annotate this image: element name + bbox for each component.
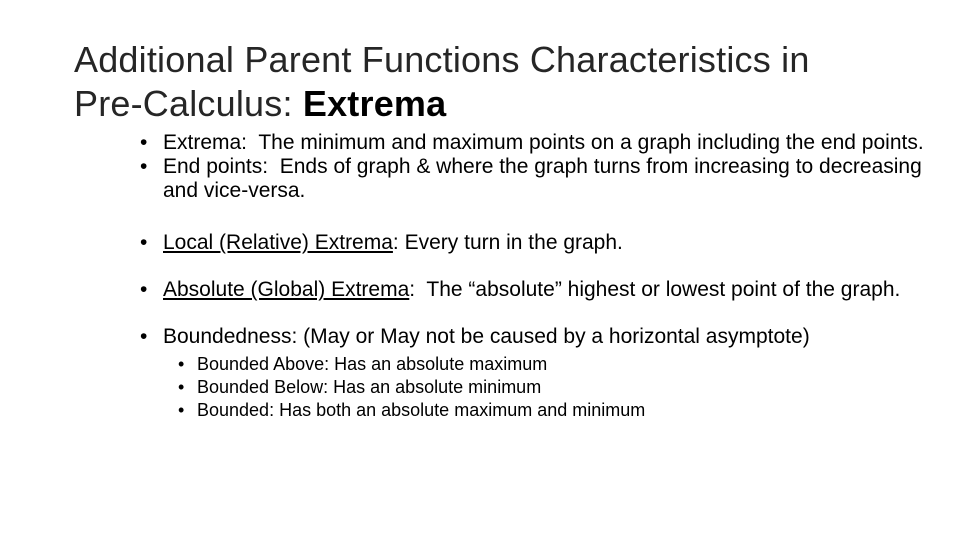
bullet-dot: • [140,325,148,348]
bullet-end-points [140,155,940,203]
sub-bullet-bounded [178,399,940,422]
slide-body [140,131,940,422]
sub-bullet-dot: • [178,377,185,397]
boundedness-text: Boundedness: (May or May not be caused by a horizontal asymptote) [163,325,810,348]
title-line-2-prefix: Pre-Calculus: [74,83,303,124]
title-line-1: Additional Parent Functions Characteristics in [74,39,810,80]
title-emphasis: Extrema [302,83,447,124]
slide-title [74,38,934,126]
bullet-dot: • [140,155,148,178]
bounded-text: Bounded: Has both an absolute maximum and minimum [197,400,646,420]
bullet-boundedness [140,325,940,349]
end-points-definition: Ends of graph & where the graph turns from increasing to decreasing and vice-versa. [163,155,928,202]
bullet-dot: • [140,278,148,301]
extrema-definition: The minimum and maximum points on a graph including the end points. [247,131,924,154]
absolute-extrema-term: Absolute (Global) Extrema [163,278,410,301]
sub-bullet-bounded-above [178,353,940,376]
local-extrema-term: Local (Relative) Extrema [163,231,393,254]
title-line-2 [74,82,934,126]
bullet-local-extrema [140,231,940,255]
sub-bullet-dot: • [178,354,185,374]
end-points-term: End points: [163,155,269,178]
bounded-above-text: Bounded Above: Has an absolute maximum [197,354,548,374]
bullet-dot: • [140,131,148,154]
bullet-absolute-extrema [140,278,940,302]
bullet-extrema [140,131,940,155]
bounded-below-text: Bounded Below: Has an absolute minimum [197,377,542,397]
sub-bullet-dot: • [178,400,185,420]
absolute-extrema-definition: : The “absolute” highest or lowest point of the graph. [409,278,901,301]
boundedness-sublist [178,353,940,422]
bullet-dot: • [140,231,148,254]
local-extrema-definition: : Every turn in the graph. [392,231,623,254]
sub-bullet-bounded-below [178,376,940,399]
extrema-term: Extrema: [163,131,248,154]
